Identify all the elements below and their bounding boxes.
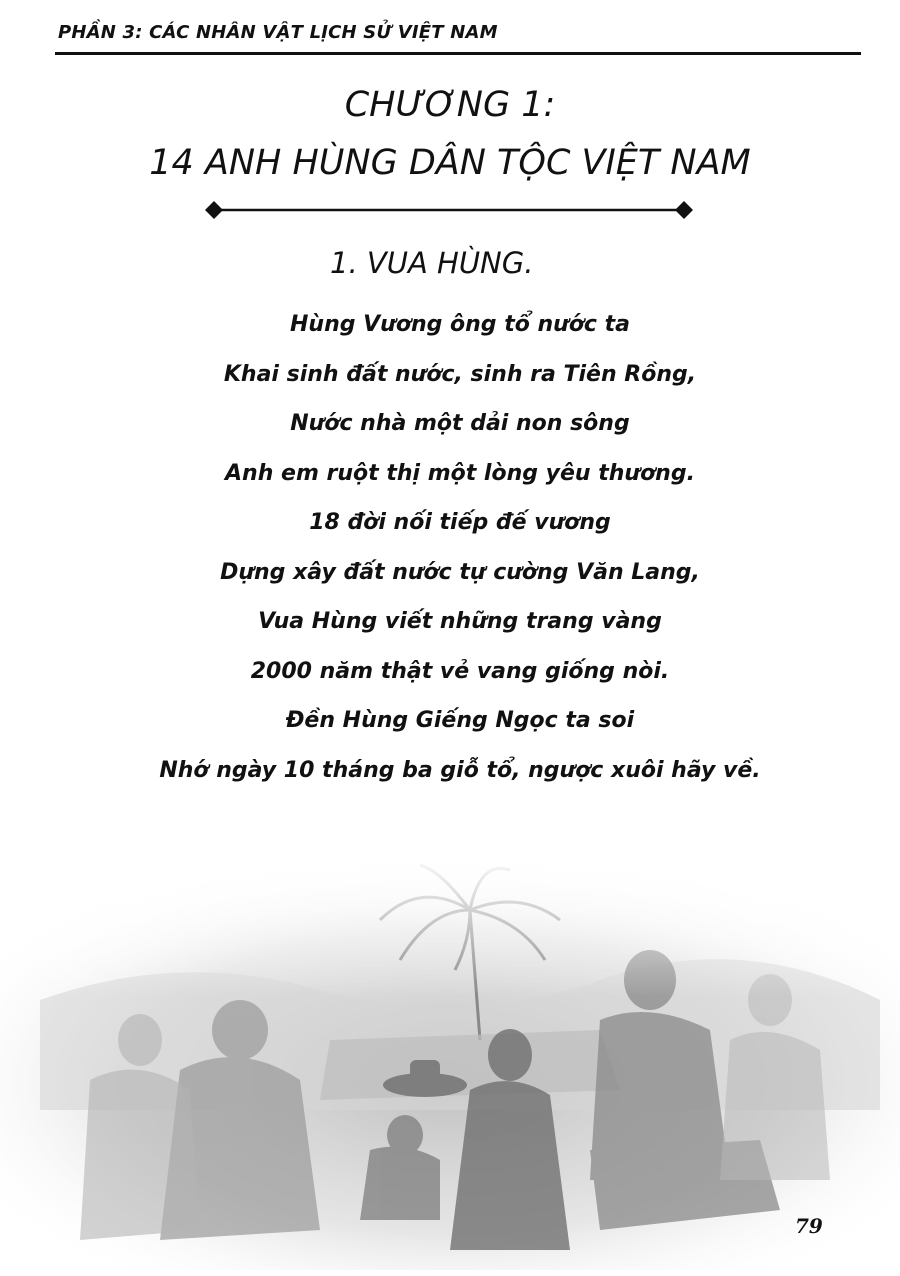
page-number: 79 bbox=[795, 1214, 823, 1238]
running-header: PHẦN 3: CÁC NHÂN VẬT LỊCH SỬ VIỆT NAM bbox=[58, 22, 498, 43]
poem-line: Đền Hùng Giếng Ngọc ta soi bbox=[285, 708, 635, 733]
poem-line: Nhớ ngày 10 tháng ba giỗ tổ, ngược xuôi hãy về. bbox=[159, 757, 761, 783]
ornamental-divider bbox=[205, 200, 693, 220]
poem-line: Hùng Vương ông tổ nước ta bbox=[290, 312, 630, 337]
diamond-right-icon bbox=[675, 201, 693, 219]
poem-line: Nước nhà một dải non sông bbox=[290, 411, 630, 436]
poem bbox=[0, 305, 900, 800]
section-title: 1. VUA HÙNG. bbox=[330, 246, 534, 280]
poem-line: 2000 năm thật vẻ vang giống nòi. bbox=[250, 658, 670, 684]
poem-line: Khai sinh đất nước, sinh ra Tiên Rồng, bbox=[223, 361, 697, 387]
poem-line: 18 đời nối tiếp đế vương bbox=[309, 510, 611, 535]
poem-line: Anh em ruột thị một lòng yêu thương. bbox=[225, 460, 695, 486]
chapter-title: 14 ANH HÙNG DÂN TỘC VIỆT NAM bbox=[149, 143, 751, 183]
diamond-left-icon bbox=[205, 201, 223, 219]
header-rule bbox=[55, 52, 861, 55]
chapter-number: CHƯƠNG 1: bbox=[344, 85, 556, 125]
poem-line: Vua Hùng viết những trang vàng bbox=[258, 609, 662, 634]
hung-king-offering-illustration bbox=[0, 850, 900, 1270]
poem-line: Dựng xây đất nước tự cường Văn Lang, bbox=[220, 559, 700, 585]
